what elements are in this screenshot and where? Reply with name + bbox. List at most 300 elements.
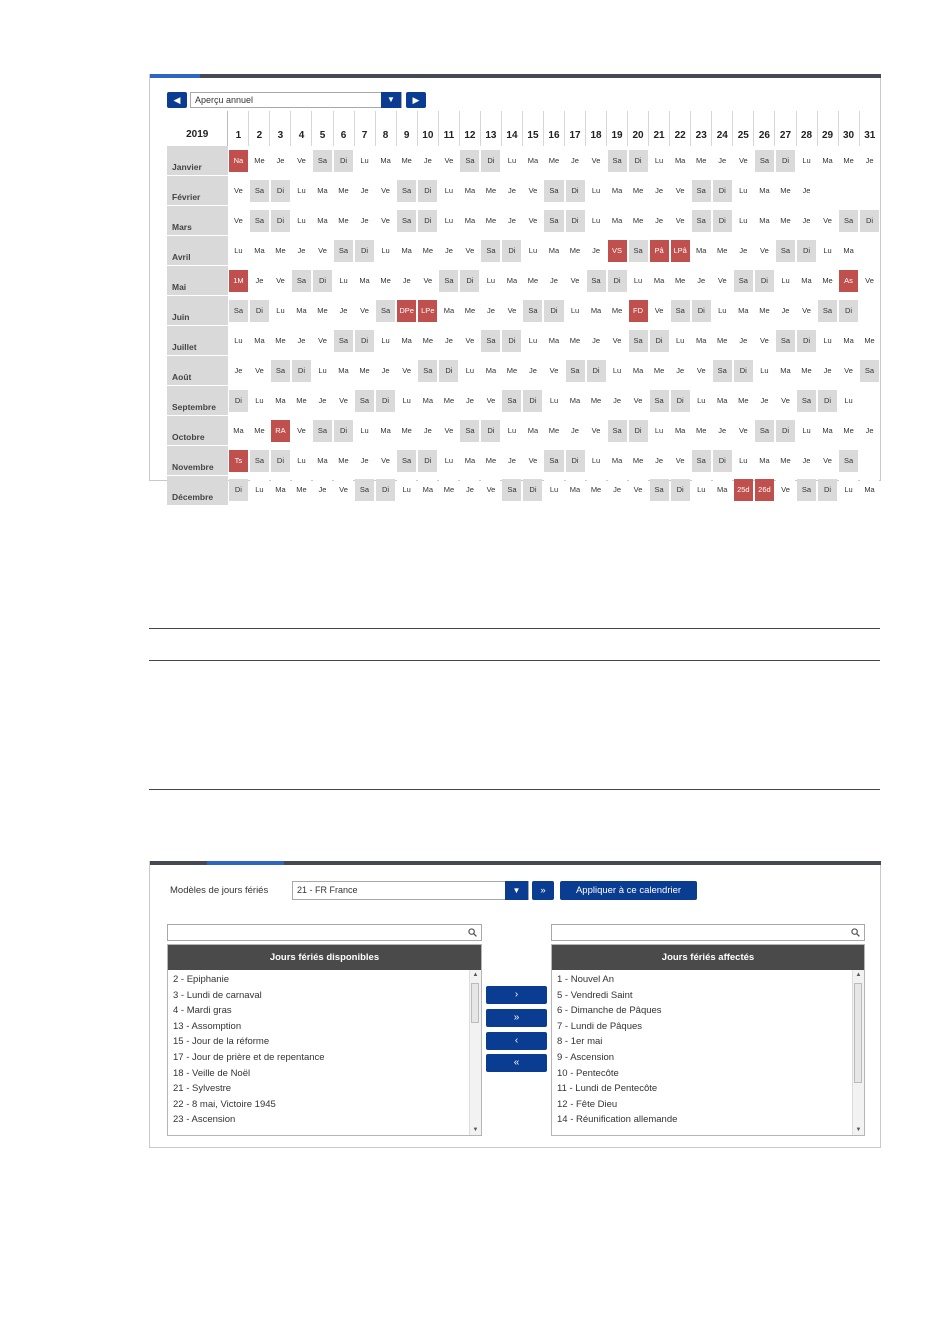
day-cell[interactable]: [628, 326, 649, 356]
day-cell[interactable]: [417, 326, 438, 356]
day-cell[interactable]: [775, 266, 796, 296]
day-cell[interactable]: [543, 146, 564, 176]
previous-year-button[interactable]: [167, 92, 187, 108]
list-item[interactable]: 15 - Jour de la réforme: [173, 1036, 270, 1048]
day-cell[interactable]: [712, 476, 733, 506]
day-cell[interactable]: [270, 446, 291, 476]
day-cell[interactable]: [375, 296, 396, 326]
scroll-thumb[interactable]: [471, 983, 479, 1023]
day-cell[interactable]: [817, 356, 838, 386]
day-cell[interactable]: [354, 176, 375, 206]
day-cell[interactable]: [459, 326, 480, 356]
list-item[interactable]: 22 - 8 mai, Victoire 1945: [173, 1098, 276, 1110]
day-cell[interactable]: [501, 266, 522, 296]
day-cell[interactable]: [670, 296, 691, 326]
day-cell[interactable]: [522, 446, 543, 476]
day-cell[interactable]: [817, 296, 838, 326]
day-cell[interactable]: [312, 236, 333, 266]
day-cell[interactable]: [796, 176, 817, 206]
day-cell[interactable]: [396, 356, 417, 386]
day-cell[interactable]: [249, 296, 270, 326]
day-cell[interactable]: [312, 176, 333, 206]
day-cell[interactable]: [522, 326, 543, 356]
day-cell[interactable]: [354, 446, 375, 476]
day-cell[interactable]: [838, 476, 859, 506]
move-selected-right-button[interactable]: ›: [486, 986, 547, 1004]
day-cell[interactable]: [333, 356, 354, 386]
day-cell[interactable]: [228, 476, 249, 506]
day-cell[interactable]: [796, 446, 817, 476]
day-cell[interactable]: [438, 146, 459, 176]
day-cell[interactable]: [649, 176, 670, 206]
day-cell[interactable]: [775, 386, 796, 416]
day-cell[interactable]: [459, 236, 480, 266]
day-cell[interactable]: [480, 206, 501, 236]
day-cell[interactable]: [333, 176, 354, 206]
day-cell[interactable]: [775, 236, 796, 266]
day-cell[interactable]: [733, 266, 754, 296]
day-cell[interactable]: [733, 416, 754, 446]
day-cell[interactable]: [733, 446, 754, 476]
day-cell[interactable]: [417, 416, 438, 446]
day-cell[interactable]: [543, 266, 564, 296]
day-cell[interactable]: [249, 176, 270, 206]
day-cell[interactable]: [396, 206, 417, 236]
day-cell[interactable]: [691, 326, 712, 356]
day-cell[interactable]: [859, 476, 880, 506]
day-cell[interactable]: [249, 206, 270, 236]
assigned-holidays-list[interactable]: [551, 944, 865, 1136]
day-cell[interactable]: [649, 326, 670, 356]
day-cell[interactable]: [733, 146, 754, 176]
day-cell[interactable]: [817, 326, 838, 356]
day-cell[interactable]: [586, 386, 607, 416]
list-item[interactable]: 9 - Ascension: [557, 1051, 615, 1063]
day-cell[interactable]: [312, 266, 333, 296]
day-cell[interactable]: [754, 476, 775, 506]
day-cell[interactable]: [417, 206, 438, 236]
day-cell[interactable]: [838, 296, 859, 326]
day-cell[interactable]: [333, 476, 354, 506]
day-cell[interactable]: [501, 416, 522, 446]
list-item[interactable]: 18 - Veille de Noël: [173, 1067, 251, 1079]
day-cell[interactable]: [417, 236, 438, 266]
day-cell[interactable]: [417, 476, 438, 506]
day-cell[interactable]: [312, 476, 333, 506]
day-cell[interactable]: [501, 236, 522, 266]
day-cell[interactable]: [733, 356, 754, 386]
day-cell[interactable]: [249, 356, 270, 386]
day-cell[interactable]: [354, 266, 375, 296]
day-cell[interactable]: [543, 326, 564, 356]
day-cell[interactable]: [312, 416, 333, 446]
day-cell[interactable]: [438, 416, 459, 446]
day-cell[interactable]: [459, 146, 480, 176]
day-cell[interactable]: [712, 416, 733, 446]
day-cell[interactable]: [607, 176, 628, 206]
day-cell[interactable]: [691, 146, 712, 176]
day-cell[interactable]: [733, 176, 754, 206]
list-item[interactable]: 7 - Lundi de Pâques: [557, 1020, 643, 1032]
day-cell[interactable]: [459, 446, 480, 476]
day-cell[interactable]: [354, 356, 375, 386]
day-cell[interactable]: [291, 236, 312, 266]
day-cell[interactable]: [565, 356, 586, 386]
assigned-scrollbar[interactable]: [852, 970, 864, 1135]
day-cell[interactable]: [586, 416, 607, 446]
available-scrollbar[interactable]: [469, 970, 481, 1135]
day-cell[interactable]: [775, 446, 796, 476]
available-search-input[interactable]: [167, 924, 482, 941]
day-cell[interactable]: [501, 296, 522, 326]
day-cell[interactable]: [649, 296, 670, 326]
day-cell[interactable]: [312, 296, 333, 326]
day-cell[interactable]: [817, 446, 838, 476]
day-cell[interactable]: [565, 296, 586, 326]
day-cell[interactable]: [607, 206, 628, 236]
day-cell[interactable]: [586, 266, 607, 296]
day-cell[interactable]: [543, 416, 564, 446]
day-cell[interactable]: [333, 206, 354, 236]
day-cell[interactable]: [270, 416, 291, 446]
day-cell[interactable]: [838, 416, 859, 446]
day-cell[interactable]: [859, 326, 880, 356]
day-cell[interactable]: [480, 476, 501, 506]
day-cell[interactable]: [775, 416, 796, 446]
day-cell[interactable]: [607, 326, 628, 356]
day-cell[interactable]: [586, 176, 607, 206]
list-item[interactable]: 6 - Dimanche de Pâques: [557, 1005, 662, 1017]
day-cell[interactable]: [628, 236, 649, 266]
day-cell[interactable]: [649, 476, 670, 506]
day-cell[interactable]: [459, 176, 480, 206]
day-cell[interactable]: [796, 206, 817, 236]
day-cell[interactable]: [775, 296, 796, 326]
day-cell[interactable]: [859, 266, 880, 296]
day-cell[interactable]: [354, 146, 375, 176]
day-cell[interactable]: [270, 386, 291, 416]
day-cell[interactable]: [480, 176, 501, 206]
chevron-down-icon[interactable]: ▼: [505, 881, 528, 900]
day-cell[interactable]: [712, 206, 733, 236]
day-cell[interactable]: [838, 446, 859, 476]
day-cell[interactable]: [543, 206, 564, 236]
day-cell[interactable]: [291, 386, 312, 416]
day-cell[interactable]: [796, 356, 817, 386]
day-cell[interactable]: [228, 176, 249, 206]
day-cell[interactable]: [628, 206, 649, 236]
day-cell[interactable]: [333, 266, 354, 296]
day-cell[interactable]: [354, 386, 375, 416]
day-cell[interactable]: [333, 326, 354, 356]
day-cell[interactable]: [396, 476, 417, 506]
day-cell[interactable]: [501, 206, 522, 236]
day-cell[interactable]: [607, 476, 628, 506]
day-cell[interactable]: [228, 266, 249, 296]
day-cell[interactable]: [859, 146, 880, 176]
day-cell[interactable]: [607, 296, 628, 326]
day-cell[interactable]: [775, 176, 796, 206]
day-cell[interactable]: [796, 236, 817, 266]
day-cell[interactable]: [396, 326, 417, 356]
day-cell[interactable]: [670, 326, 691, 356]
list-item[interactable]: 12 - Fête Dieu: [557, 1098, 618, 1110]
day-cell[interactable]: [733, 326, 754, 356]
list-item[interactable]: 8 - 1er mai: [557, 1036, 603, 1048]
day-cell[interactable]: [607, 356, 628, 386]
day-cell[interactable]: [838, 356, 859, 386]
day-cell[interactable]: [628, 176, 649, 206]
day-cell[interactable]: [354, 416, 375, 446]
day-cell[interactable]: [691, 176, 712, 206]
day-cell[interactable]: [438, 326, 459, 356]
day-cell[interactable]: [396, 266, 417, 296]
day-cell[interactable]: [228, 326, 249, 356]
day-cell[interactable]: [543, 296, 564, 326]
day-cell[interactable]: [712, 326, 733, 356]
day-cell[interactable]: [775, 356, 796, 386]
day-cell[interactable]: [417, 446, 438, 476]
list-item[interactable]: 23 - Ascension: [173, 1114, 236, 1126]
day-cell[interactable]: [396, 176, 417, 206]
move-all-right-button[interactable]: »: [486, 1009, 547, 1027]
day-cell[interactable]: [754, 356, 775, 386]
day-cell[interactable]: [586, 206, 607, 236]
day-cell[interactable]: [291, 296, 312, 326]
list-item[interactable]: 5 - Vendredi Saint: [557, 989, 633, 1001]
day-cell[interactable]: [228, 446, 249, 476]
day-cell[interactable]: [228, 416, 249, 446]
day-cell[interactable]: [712, 266, 733, 296]
day-cell[interactable]: [628, 296, 649, 326]
day-cell[interactable]: [333, 236, 354, 266]
day-cell[interactable]: [522, 206, 543, 236]
day-cell[interactable]: [649, 416, 670, 446]
day-cell[interactable]: [522, 296, 543, 326]
day-cell[interactable]: [228, 386, 249, 416]
day-cell[interactable]: [522, 236, 543, 266]
day-cell[interactable]: [733, 206, 754, 236]
day-cell[interactable]: [501, 476, 522, 506]
day-cell[interactable]: [754, 416, 775, 446]
day-cell[interactable]: [249, 236, 270, 266]
day-cell[interactable]: [607, 146, 628, 176]
day-cell[interactable]: [838, 326, 859, 356]
day-cell[interactable]: [501, 356, 522, 386]
day-cell[interactable]: [691, 266, 712, 296]
move-selected-left-button[interactable]: ‹: [486, 1032, 547, 1050]
day-cell[interactable]: [691, 356, 712, 386]
day-cell[interactable]: [859, 416, 880, 446]
day-cell[interactable]: [628, 446, 649, 476]
day-cell[interactable]: [565, 206, 586, 236]
day-cell[interactable]: [291, 356, 312, 386]
day-cell[interactable]: [670, 206, 691, 236]
day-cell[interactable]: [480, 446, 501, 476]
day-cell[interactable]: [270, 326, 291, 356]
day-cell[interactable]: [312, 386, 333, 416]
day-cell[interactable]: [733, 236, 754, 266]
day-cell[interactable]: [754, 386, 775, 416]
holiday-model-select[interactable]: [292, 881, 529, 900]
day-cell[interactable]: [333, 446, 354, 476]
day-cell[interactable]: [712, 296, 733, 326]
day-cell[interactable]: [775, 476, 796, 506]
day-cell[interactable]: [522, 356, 543, 386]
day-cell[interactable]: [543, 386, 564, 416]
day-cell[interactable]: [354, 206, 375, 236]
day-cell[interactable]: [417, 296, 438, 326]
day-cell[interactable]: [670, 176, 691, 206]
day-cell[interactable]: [649, 386, 670, 416]
day-cell[interactable]: [670, 146, 691, 176]
day-cell[interactable]: [670, 386, 691, 416]
load-model-button[interactable]: [532, 881, 554, 900]
day-cell[interactable]: [417, 146, 438, 176]
day-cell[interactable]: [649, 236, 670, 266]
day-cell[interactable]: [607, 266, 628, 296]
day-cell[interactable]: [733, 386, 754, 416]
next-year-button[interactable]: [406, 92, 426, 108]
assigned-search-input[interactable]: [551, 924, 865, 941]
day-cell[interactable]: [691, 446, 712, 476]
day-cell[interactable]: [565, 476, 586, 506]
day-cell[interactable]: [228, 296, 249, 326]
day-cell[interactable]: [396, 416, 417, 446]
day-cell[interactable]: [396, 236, 417, 266]
day-cell[interactable]: [712, 356, 733, 386]
day-cell[interactable]: [670, 416, 691, 446]
day-cell[interactable]: [438, 356, 459, 386]
day-cell[interactable]: [480, 356, 501, 386]
day-cell[interactable]: [628, 266, 649, 296]
day-cell[interactable]: [438, 266, 459, 296]
day-cell[interactable]: [543, 356, 564, 386]
day-cell[interactable]: [270, 176, 291, 206]
day-cell[interactable]: [375, 236, 396, 266]
day-cell[interactable]: [691, 206, 712, 236]
day-cell[interactable]: [396, 446, 417, 476]
available-holidays-list[interactable]: [167, 944, 482, 1136]
day-cell[interactable]: [586, 476, 607, 506]
day-cell[interactable]: [838, 236, 859, 266]
day-cell[interactable]: [249, 446, 270, 476]
day-cell[interactable]: [375, 326, 396, 356]
day-cell[interactable]: [375, 356, 396, 386]
day-cell[interactable]: [501, 446, 522, 476]
day-cell[interactable]: [228, 236, 249, 266]
day-cell[interactable]: [270, 146, 291, 176]
list-item[interactable]: 21 - Sylvestre: [173, 1083, 232, 1095]
day-cell[interactable]: [565, 446, 586, 476]
day-cell[interactable]: [291, 446, 312, 476]
day-cell[interactable]: [607, 236, 628, 266]
day-cell[interactable]: [270, 356, 291, 386]
day-cell[interactable]: [438, 236, 459, 266]
list-item[interactable]: 17 - Jour de prière et de repentance: [173, 1051, 325, 1063]
day-cell[interactable]: [459, 416, 480, 446]
day-cell[interactable]: [375, 416, 396, 446]
day-cell[interactable]: [459, 356, 480, 386]
day-cell[interactable]: [754, 326, 775, 356]
day-cell[interactable]: [586, 146, 607, 176]
day-cell[interactable]: [396, 296, 417, 326]
day-cell[interactable]: [543, 176, 564, 206]
day-cell[interactable]: [712, 236, 733, 266]
day-cell[interactable]: [817, 236, 838, 266]
day-cell[interactable]: [291, 176, 312, 206]
day-cell[interactable]: [291, 206, 312, 236]
day-cell[interactable]: [817, 476, 838, 506]
day-cell[interactable]: [628, 146, 649, 176]
list-item[interactable]: 10 - Pentecôte: [557, 1067, 619, 1079]
day-cell[interactable]: [691, 476, 712, 506]
day-cell[interactable]: [754, 296, 775, 326]
day-cell[interactable]: [480, 326, 501, 356]
day-cell[interactable]: [775, 146, 796, 176]
day-cell[interactable]: [838, 146, 859, 176]
day-cell[interactable]: [649, 356, 670, 386]
day-cell[interactable]: [670, 476, 691, 506]
day-cell[interactable]: [565, 266, 586, 296]
day-cell[interactable]: [817, 206, 838, 236]
day-cell[interactable]: [501, 386, 522, 416]
day-cell[interactable]: [775, 326, 796, 356]
day-cell[interactable]: [480, 416, 501, 446]
day-cell[interactable]: [480, 146, 501, 176]
day-cell[interactable]: [670, 266, 691, 296]
day-cell[interactable]: [312, 326, 333, 356]
day-cell[interactable]: [522, 386, 543, 416]
list-item[interactable]: 11 - Lundi de Pentecôte: [557, 1083, 658, 1095]
day-cell[interactable]: [291, 416, 312, 446]
day-cell[interactable]: [270, 296, 291, 326]
day-cell[interactable]: [586, 446, 607, 476]
day-cell[interactable]: [291, 476, 312, 506]
day-cell[interactable]: [754, 206, 775, 236]
day-cell[interactable]: [228, 146, 249, 176]
day-cell[interactable]: [417, 176, 438, 206]
scroll-thumb[interactable]: [854, 983, 862, 1083]
day-cell[interactable]: [691, 386, 712, 416]
day-cell[interactable]: [438, 206, 459, 236]
day-cell[interactable]: [522, 176, 543, 206]
day-cell[interactable]: [270, 476, 291, 506]
day-cell[interactable]: [249, 476, 270, 506]
day-cell[interactable]: [291, 266, 312, 296]
day-cell[interactable]: [291, 326, 312, 356]
day-cell[interactable]: [691, 236, 712, 266]
day-cell[interactable]: [543, 446, 564, 476]
day-cell[interactable]: [228, 206, 249, 236]
day-cell[interactable]: [459, 206, 480, 236]
day-cell[interactable]: [480, 236, 501, 266]
day-cell[interactable]: [249, 416, 270, 446]
day-cell[interactable]: [796, 296, 817, 326]
day-cell[interactable]: [817, 146, 838, 176]
day-cell[interactable]: [691, 416, 712, 446]
day-cell[interactable]: [565, 416, 586, 446]
day-cell[interactable]: [396, 146, 417, 176]
day-cell[interactable]: [838, 386, 859, 416]
move-all-left-button[interactable]: «: [486, 1054, 547, 1072]
list-item[interactable]: 1 - Nouvel An: [557, 974, 615, 985]
day-cell[interactable]: [375, 266, 396, 296]
list-item[interactable]: 4 - Mardi gras: [173, 1005, 232, 1017]
day-cell[interactable]: [565, 176, 586, 206]
day-cell[interactable]: [459, 386, 480, 416]
day-cell[interactable]: [838, 206, 859, 236]
